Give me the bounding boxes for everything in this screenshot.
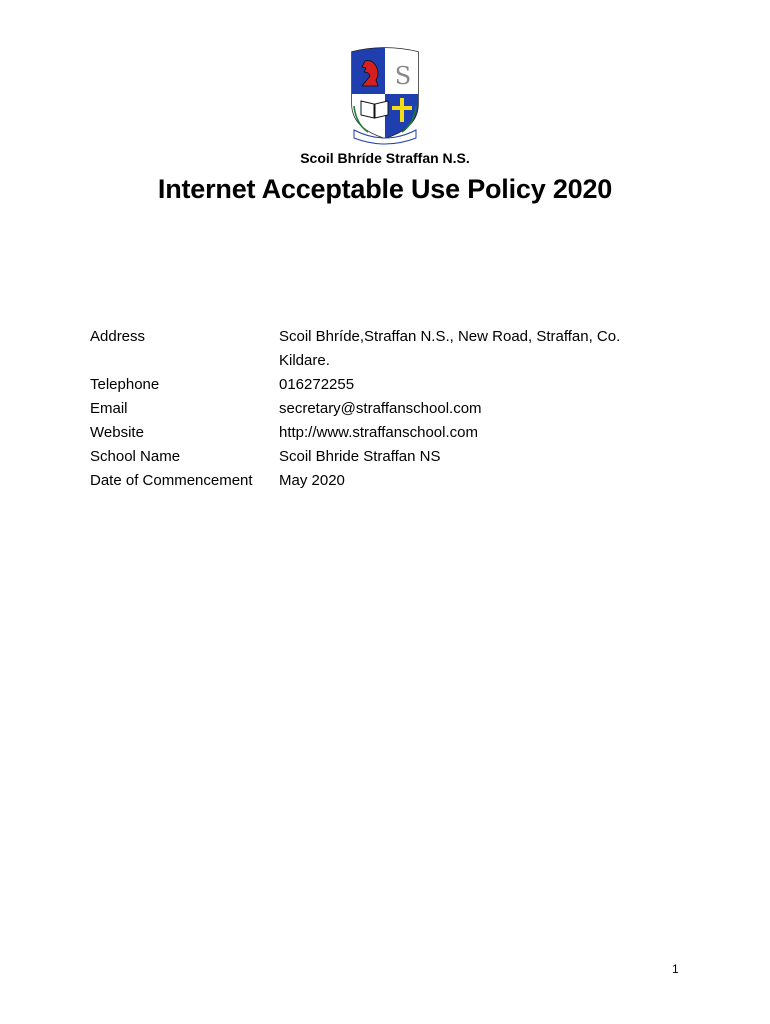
detail-row-address <box>90 325 670 373</box>
page-number: 1 <box>672 962 679 976</box>
detail-label: Date of Commencement <box>90 472 253 489</box>
school-details-table <box>90 325 670 493</box>
svg-text:S: S <box>394 62 412 90</box>
detail-value: May 2020 <box>279 472 345 489</box>
detail-row-email <box>90 397 670 421</box>
detail-value: secretary@straffanschool.com <box>279 400 482 417</box>
school-name-heading: Scoil Bhríde Straffan N.S. <box>300 150 470 166</box>
page-title: Internet Acceptable Use Policy 2020 <box>157 174 613 204</box>
detail-row-date-of-commencement <box>90 469 670 493</box>
detail-value: 016272255 <box>279 376 355 393</box>
detail-value: Scoil Bhride Straffan NS <box>279 448 441 465</box>
detail-label: Website <box>90 424 144 441</box>
detail-value: http://www.straffanschool.com <box>279 424 478 441</box>
detail-label: School Name <box>90 448 181 465</box>
detail-label: Telephone <box>90 376 160 393</box>
detail-value: Scoil Bhríde,Straffan N.S., New Road, Straffan, Co. Kildare. <box>279 328 621 369</box>
school-crest-icon <box>348 46 422 146</box>
detail-label: Address <box>90 328 146 345</box>
detail-row-website <box>90 421 670 445</box>
detail-row-school-name <box>90 445 670 469</box>
detail-label: Email <box>90 400 128 417</box>
detail-row-telephone <box>90 373 670 397</box>
